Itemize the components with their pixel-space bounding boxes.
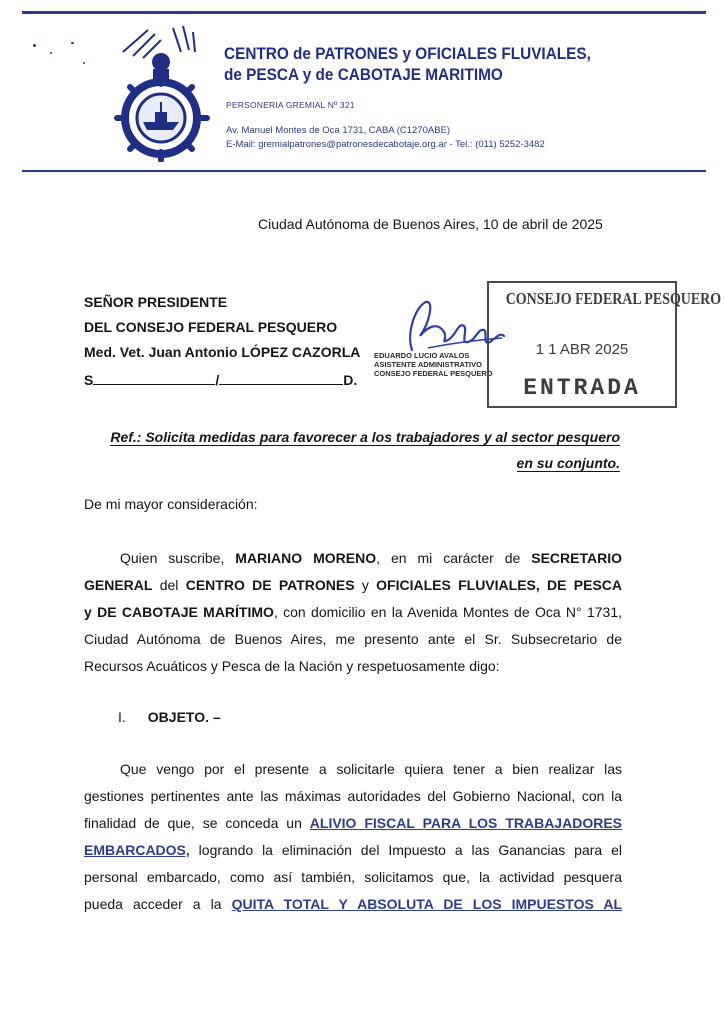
personeria-gremial: PERSONERIA GREMIAL Nº 321 <box>226 100 355 110</box>
letterhead-top-rule <box>22 11 706 14</box>
s-prefix: S <box>84 372 94 388</box>
addressee-block <box>84 290 360 365</box>
reference-line <box>90 424 620 476</box>
entry-stamp <box>487 281 722 408</box>
addressee-line1: SEÑOR PRESIDENTE <box>84 294 228 310</box>
paragraph-intro <box>84 545 622 680</box>
signature-name-block <box>374 351 493 378</box>
letterhead-address <box>226 124 545 152</box>
addressee-line2: DEL CONSEJO FEDERAL PESQUERO <box>84 319 338 335</box>
section-heading <box>118 709 221 725</box>
street-address: Av. Manuel Montes de Oca 1731, CABA (C1270ABE) <box>226 125 451 136</box>
salutation-sd-line <box>84 371 357 388</box>
s-suffix: D. <box>343 372 358 388</box>
date-line: Ciudad Autónoma de Buenos Aires, 10 de abril de 2025 <box>258 216 603 232</box>
paragraph-line: Recursos Acuáticos y Pesca de la Nación y respetuosamente digo: <box>84 658 500 674</box>
paragraph-line: gestiones pertinentes ante las máximas autoridades del Gobierno Nacional, con la <box>84 788 622 804</box>
organization-name-line1: CENTRO de PATRONES y OFICIALES FLUVIALES, <box>224 45 591 63</box>
greeting: De mi mayor consideración: <box>84 496 258 512</box>
section-title: OBJETO. – <box>147 709 221 725</box>
paragraph-line: y DE CABOTAJE MARÍTIMO, con domicilio en la Avenida Montes de Oca N° 1731, <box>84 604 622 620</box>
paragraph-line: Que vengo por el presente a solicitarle quiera tener a bien realizar las <box>120 761 622 777</box>
blank-line <box>219 371 343 385</box>
stamp-date: 1 1 ABR 2025 <box>535 341 629 358</box>
paragraph-line: EMBARCADOS, logrando la eliminación del Impuesto a las Ganancias para el <box>84 842 622 858</box>
stamp-label: ENTRADA <box>523 375 641 401</box>
paragraph-object <box>84 756 622 918</box>
paragraph-line: Ciudad Autónoma de Buenos Aires, me presento ante el Sr. Subsecretario de <box>84 631 622 647</box>
highlight-embarcados: EMBARCADOS, <box>84 842 190 858</box>
organization-name-line2: de PESCA y de CABOTAJE MARITIMO <box>224 66 503 84</box>
organization-name <box>224 44 591 86</box>
contact-line: E-Mail: gremialpatrones@patronesdecabotaje.org.ar - Tel.: (011) 5252-3482 <box>226 139 545 150</box>
paragraph-line: finalidad de que, se conceda un ALIVIO FISCAL PARA LOS TRABAJADORES <box>84 815 622 831</box>
paragraph-line: pueda acceder a la QUITA TOTAL Y ABSOLUTA DE LOS IMPUESTOS AL <box>84 896 622 912</box>
signer-name: EDUARDO LUCIO AVALOS <box>374 351 470 360</box>
ship-wheel-emblem-icon <box>103 22 217 162</box>
signer-org: CONSEJO FEDERAL PESQUERO <box>374 369 493 378</box>
reference-line2: en su conjunto. <box>516 455 620 471</box>
paragraph-line: personal embarcado, como así también, solicitamos que, la actividad pesquera <box>84 869 622 885</box>
addressee-line3: Med. Vet. Juan Antonio LÓPEZ CAZORLA <box>84 344 361 360</box>
letterhead-bottom-rule <box>22 170 706 172</box>
blank-line <box>93 371 215 385</box>
stamp-title: CONSEJO FEDERAL PESQUERO <box>505 289 722 308</box>
s-slash: / <box>215 372 220 388</box>
highlight-quita-total: QUITA TOTAL Y ABSOLUTA DE LOS IMPUESTOS AL <box>231 896 622 912</box>
paragraph-line: GENERAL del CENTRO DE PATRONES y OFICIALES FLUVIALES, DE PESCA <box>84 577 623 593</box>
section-number: I. <box>118 709 126 725</box>
highlight-alivio-fiscal: ALIVIO FISCAL PARA LOS TRABAJADORES <box>309 815 622 831</box>
paragraph-line: Quien suscribe, MARIANO MORENO, en mi carácter de SECRETARIO <box>120 550 622 566</box>
reference-line1: Ref.: Solicita medidas para favorecer a los trabajadores y al sector pesquero <box>110 429 620 445</box>
signer-role: ASISTENTE ADMINISTRATIVO <box>374 360 482 369</box>
